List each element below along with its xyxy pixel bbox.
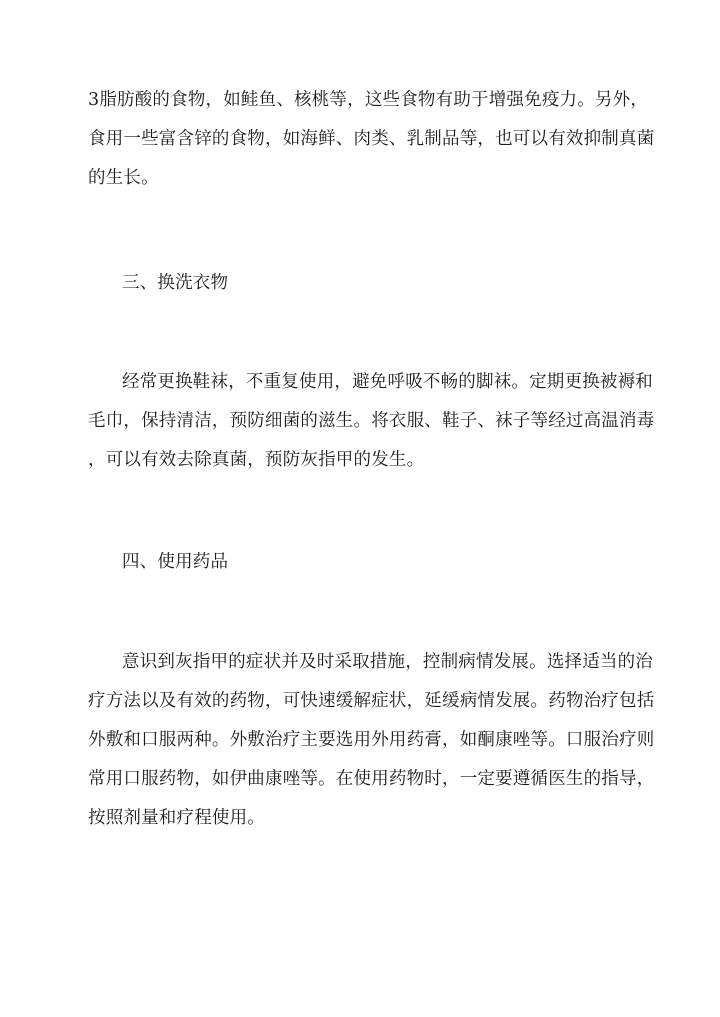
paragraph-line: 3脂肪酸的食物，如鲑鱼、核桃等，这些食物有助于增强免疫力。另外， — [88, 90, 649, 110]
paragraph-line: 按照剂量和疗程使用。 — [88, 808, 265, 828]
paragraph-line: 食用一些富含锌的食物，如海鲜、肉类、乳制品等，也可以有效抑制真菌 — [88, 129, 655, 149]
section-heading-4: 四、使用药品 — [122, 552, 229, 572]
paragraph-line: 的生长。 — [88, 168, 159, 188]
section-heading-3: 三、换洗衣物 — [122, 273, 229, 293]
paragraph-line: 意识到灰指甲的症状并及时采取措施，控制病情发展。选择适当的治 — [122, 652, 653, 672]
paragraph-line: 常用口服药物，如伊曲康唑等。在使用药物时，一定要遵循医生的指导， — [88, 769, 655, 789]
paragraph-line: 外敷和口服两种。外敷治疗主要选用外用药膏，如酮康唑等。口服治疗则 — [88, 730, 655, 750]
paragraph-line: 毛巾，保持清洁，预防细菌的滋生。将衣服、鞋子、袜子等经过高温消毒 — [88, 411, 655, 431]
paragraph-line: ，可以有效去除真菌，预防灰指甲的发生。 — [88, 450, 425, 470]
paragraph-line: 疗方法以及有效的药物，可快速缓解症状，延缓病情发展。药物治疗包括 — [88, 691, 655, 711]
paragraph-line: 经常更换鞋袜，不重复使用，避免呼吸不畅的脚袜。定期更换被褥和 — [122, 372, 653, 392]
